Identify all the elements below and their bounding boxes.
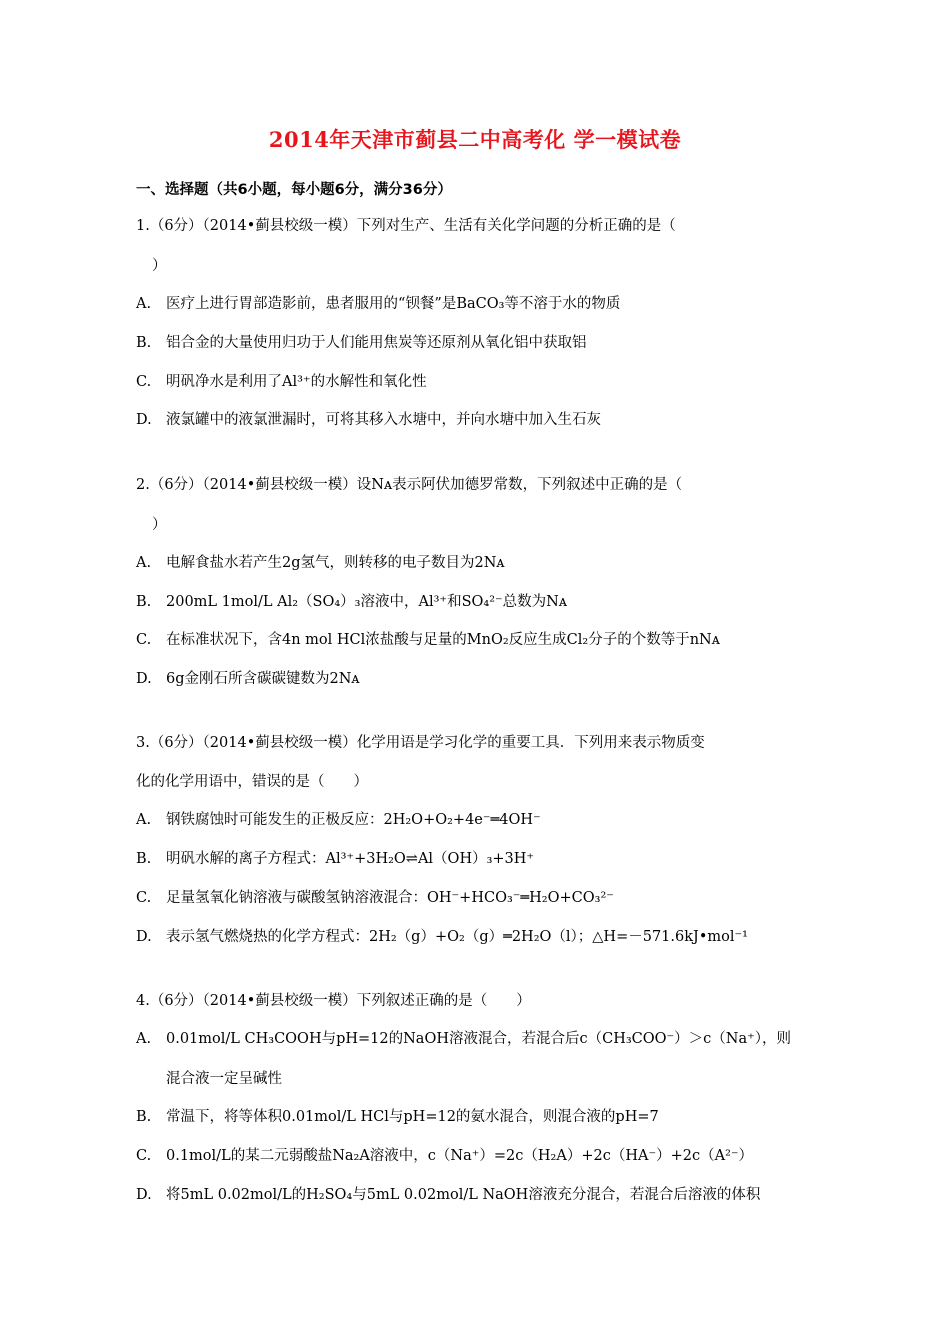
question-1-option-a xyxy=(136,292,620,313)
option-label: B. xyxy=(136,335,152,351)
option-label: A. xyxy=(136,1031,152,1047)
section-heading: 一、选择题（共6小题，每小题6分，满分36分） xyxy=(136,182,452,198)
option-text: 200mL 1mol/L Al₂（SO₄）₃溶液中，Al³⁺和SO₄²⁻总数为Nᴀ xyxy=(166,594,568,610)
option-label: D. xyxy=(136,1187,152,1203)
option-text: 液氯罐中的液氯泄漏时，可将其移入水塘中，并向水塘中加入生石灰 xyxy=(166,412,601,428)
question-3-option-c xyxy=(136,886,614,907)
question-4-option-a-cont: 混合液一定呈碱性 xyxy=(166,1071,282,1087)
option-label: D. xyxy=(136,412,152,428)
question-3-option-d xyxy=(136,925,748,946)
option-text: 将5mL 0.02mol/L的H₂SO₄与5mL 0.02mol/L NaOH溶液充分混合，若混合后溶液的体积 xyxy=(166,1187,761,1203)
question-4-stem: 4.（6分）（2014•蓟县校级一模）下列叙述正确的是（ ） xyxy=(136,993,531,1009)
question-2-option-b xyxy=(136,590,567,611)
option-text: 表示氢气燃烧热的化学方程式：2H₂（g）+O₂（g）═2H₂O（l）；△H=－571.6kJ•mol⁻¹ xyxy=(166,929,748,945)
question-1-option-c xyxy=(136,370,427,391)
question-3-stem-cont: 化的化学用语中，错误的是（ ） xyxy=(136,774,368,790)
question-2-option-d xyxy=(136,667,360,688)
page-title: 2014年天津市蓟县二中高考化 学一模试卷 xyxy=(268,127,682,152)
option-label: A. xyxy=(136,555,152,571)
option-label: D. xyxy=(136,671,152,687)
question-3-option-b xyxy=(136,847,534,868)
option-label: C. xyxy=(136,374,152,390)
option-text: 6g金刚石所含碳碳键数为2Nᴀ xyxy=(166,671,360,687)
option-label: A. xyxy=(136,296,152,312)
option-label: C. xyxy=(136,1148,152,1164)
question-1-stem: 1.（6分）（2014•蓟县校级一模）下列对生产、生活有关化学问题的分析正确的是（ xyxy=(136,218,676,234)
option-label: D. xyxy=(136,929,152,945)
option-label: A. xyxy=(136,812,152,828)
option-label: C. xyxy=(136,632,152,648)
question-1-stem-cont: ） xyxy=(152,258,167,274)
option-label: C. xyxy=(136,890,152,906)
option-text: 0.01mol/L CH₃COOH与pH=12的NaOH溶液混合，若混合后c（CH₃COO⁻）＞c（Na⁺），则 xyxy=(166,1031,792,1047)
option-text: 常温下，将等体积0.01mol/L HCl与pH=12的氨水混合，则混合液的pH=7 xyxy=(166,1109,659,1125)
question-4-option-a xyxy=(136,1027,791,1048)
option-label: B. xyxy=(136,594,152,610)
option-text: 足量氢氧化钠溶液与碳酸氢钠溶液混合：OH⁻+HCO₃⁻═H₂O+CO₃²⁻ xyxy=(166,890,614,906)
option-text: 0.1mol/L的某二元弱酸盐Na₂A溶液中，c（Na⁺）=2c（H₂A）+2c（HA⁻）+2c（A²⁻） xyxy=(166,1148,754,1164)
option-label: B. xyxy=(136,1109,152,1125)
question-1-option-d xyxy=(136,408,601,429)
option-text: 明矾水解的离子方程式：Al³⁺+3H₂O⇌Al（OH）₃+3H⁺ xyxy=(166,851,535,867)
option-text: 铝合金的大量使用归功于人们能用焦炭等还原剂从氧化铝中获取铝 xyxy=(166,335,587,351)
question-3-option-a xyxy=(136,808,541,829)
question-2-stem: 2.（6分）（2014•蓟县校级一模）设Nᴀ表示阿伏加德罗常数，下列叙述中正确的是（ xyxy=(136,477,683,493)
option-text: 医疗上进行胃部造影前，患者服用的“钡餐”是BaCO₃等不溶于水的物质 xyxy=(166,296,621,312)
question-4-option-b xyxy=(136,1105,659,1126)
question-3-stem: 3.（6分）（2014•蓟县校级一模）化学用语是学习化学的重要工具．下列用来表示物质变 xyxy=(136,735,705,751)
question-2-stem-cont: ） xyxy=(152,517,167,533)
option-text: 在标准状况下，含4n mol HCl浓盐酸与足量的MnO₂反应生成Cl₂分子的个数等于nNᴀ xyxy=(166,632,720,648)
question-4-option-c xyxy=(136,1144,753,1165)
option-text: 电解食盐水若产生2g氢气，则转移的电子数目为2Nᴀ xyxy=(166,555,505,571)
question-2-option-c xyxy=(136,628,720,649)
question-4-option-d xyxy=(136,1183,760,1204)
option-label: B. xyxy=(136,851,152,867)
option-text: 明矾净水是利用了Al³⁺的水解性和氧化性 xyxy=(166,374,427,390)
question-2-option-a xyxy=(136,551,505,572)
question-1-option-b xyxy=(136,331,587,352)
option-text: 钢铁腐蚀时可能发生的正极反应：2H₂O+O₂+4e⁻═4OH⁻ xyxy=(166,812,541,828)
